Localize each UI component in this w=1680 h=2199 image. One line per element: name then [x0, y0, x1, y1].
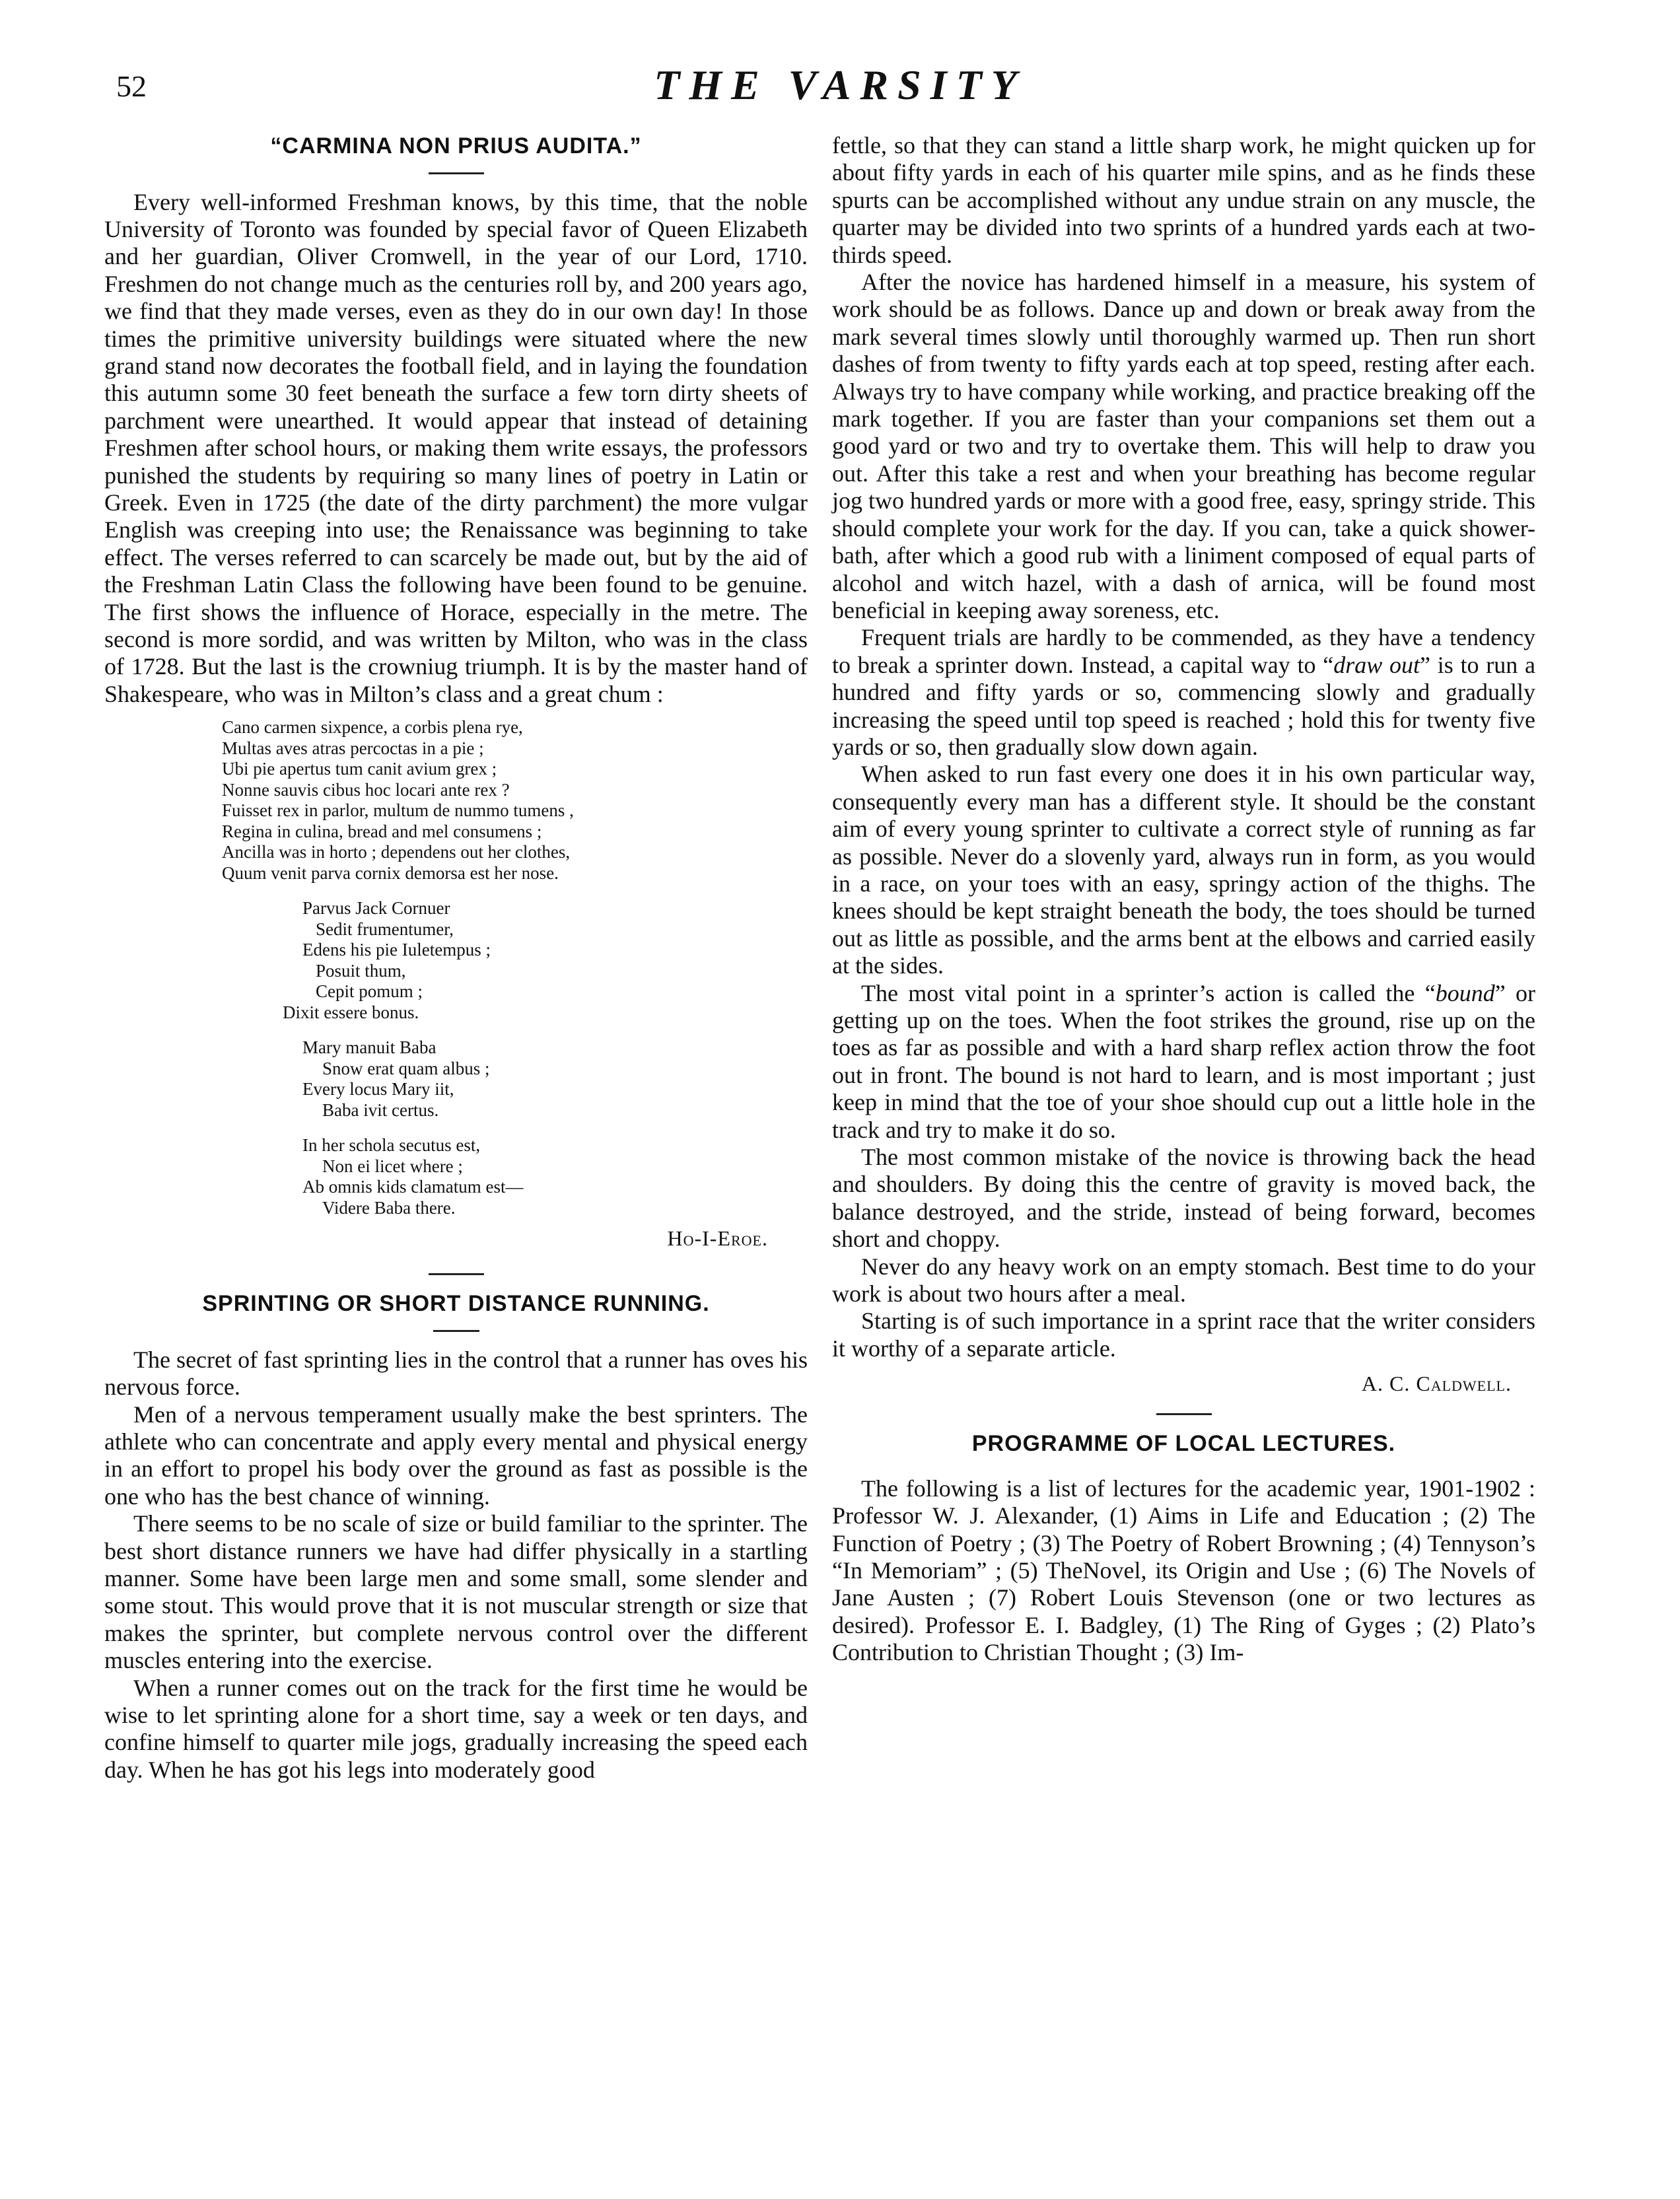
- lectures-body: The following is a list of lectures for the academic year, 1901-1902 : Professor W. J. Alexander, (1) Aims in Life and Education ; (2) The Function of Poetry ; (3) The Poetry of Robert Browning ; (4) Tennyson’s “In Memoriam” ; (5) TheNovel, its Origin and Use ; (6) The Novels of Jane Austen ; (7) Robert Louis Stevenson (one or two lectures as desired). Professor E. I. Badgley, (1) The Ring of Gyges ; (2) Plato’s Contribution to Christian Thought ; (3) Im-: [832, 1475, 1535, 1666]
- poem-line: Ubi pie apertus tum canit avium grex ;: [222, 759, 497, 779]
- poem-line: Snow erat quam albus ;: [322, 1058, 490, 1078]
- poem-line: Sedit frumentumer,: [316, 919, 454, 939]
- right-column: [832, 132, 1535, 1667]
- poem-line: Ancilla was in horto ; dependens out her clothes,: [222, 842, 571, 862]
- sprinting-paragraph: Never do any heavy work on an empty stomach. Best time to do your work is about two hours after a meal.: [832, 1253, 1535, 1308]
- poem-line: Parvus Jack Cornuer: [302, 898, 450, 919]
- poem-line: Baba ivit certus.: [322, 1100, 439, 1120]
- text-run: The most vital point in a sprinter’s action is called the “: [861, 979, 1436, 1006]
- carmina-title: “CARMINA NON PRIUS AUDITA.”: [270, 133, 642, 158]
- poem-line: Videre Baba there.: [322, 1197, 456, 1218]
- emphasis-text: bound: [1435, 979, 1495, 1006]
- section-rule: [429, 1273, 484, 1275]
- sprinting-paragraph: There seems to be no scale of size or build familiar to the sprinter. The best short distance runners we have had differ physically in a startling manner. Some have been large men and some small, some slender and some stout. This would prove that it is not muscular strength or size that makes the sprinter, but complete nervous control over the different muscles entering into the exercise.: [104, 1510, 808, 1674]
- section-rule: [1156, 1413, 1212, 1415]
- poem-line: Ab omnis kids clamatum est—: [302, 1177, 524, 1197]
- sprinting-paragraph: Starting is of such importance in a sprint race that the writer considers it worthy of a separate article.: [832, 1308, 1535, 1362]
- sprinting-paragraph: [832, 980, 1535, 1144]
- sprinting-continuation: fettle, so that they can stand a little sharp work, he might quicken up for about fifty yards in each of his quarter mile spins, and as he finds these spurts can be accomplished without any undue strain on any muscle, the quarter may be divided into two sprints of a hundred yards each at two-thirds speed.: [832, 132, 1535, 268]
- text-run: ” or getting up on the toes. When the foot strikes the ground, rise up on the toes as far as possible and with a hard sharp reflex action throw the foot out in front. The bound is not hard to learn, and is most important ; just keep in mind that the toe of your shoe should cup out a little hole in the track and try to make it do so.: [832, 979, 1536, 1143]
- sprinting-paragraph: Men of a nervous temperament usually make the best sprinters. The athlete who can concentrate and apply every mental and physical energy in an effort to propel his body over the ground as fast as possible is the one who has the best chance of winning.: [104, 1401, 808, 1510]
- masthead: THE VARSITY: [654, 61, 1026, 108]
- poem-line: Dixit essere bonus.: [283, 1002, 419, 1022]
- sprinting-signature: A. C. Caldwell.: [1361, 1372, 1512, 1396]
- poem-line: Mary manuit Baba: [302, 1037, 437, 1058]
- poem-line: Regina in culina, bread and mel consumens ;: [222, 821, 542, 841]
- poem-line: Fuisset rex in parlor, multum de nummo tumens ,: [222, 800, 574, 821]
- text-run: Frequent trials are hardly to be commended, as they have a tendency to break a sprinter down. Instead, a capital way to “: [832, 624, 1535, 678]
- poem-2: [283, 898, 808, 1023]
- left-column: [104, 132, 808, 1784]
- poem-line: Edens his pie Iuletempus ;: [302, 940, 491, 960]
- carmina-signature: Ho-I-Eroe.: [667, 1226, 768, 1251]
- poem-line: Multas aves atras percoctas in a pie ;: [222, 738, 484, 758]
- sprinting-paragraph: The secret of fast sprinting lies in the control that a runner has oves his nervous force.: [104, 1346, 808, 1401]
- sprinting-paragraph: [832, 624, 1535, 761]
- poem-line: Cano carmen sixpence, a corbis plena rye,: [222, 717, 523, 738]
- sprinting-title: SPRINTING OR SHORT DISTANCE RUNNING.: [202, 1291, 710, 1317]
- poem-line: Every locus Mary iit,: [302, 1079, 454, 1100]
- emphasis-text: draw out: [1333, 651, 1420, 678]
- poem-line: Non ei licet where ;: [322, 1156, 463, 1176]
- sprinting-paragraph: After the novice has hardened himself in a measure, his system of work should be as follows. Dance up and down or break away from the mark several times slowly until thoroughly warmed up. Then run short dashes of from twenty to fifty yards each at top speed, resting after each. Always try to have company while working, and practice breaking off the mark together. If you are faster than your companions set them out a good yard or two and try to overtake them. This will help to draw you out. After this take a rest and when your breathing has become regular jog two hundred yards or more with a good free, easy, springy stride. This should complete your work for the day. If you can, take a quick shower-bath, after which a good rub with a liniment composed of equal parts of alcohol and witch hazel, with a dash of arnica, will be found most beneficial in keeping away soreness, etc.: [832, 269, 1535, 623]
- sprinting-paragraph: When asked to run fast every one does it in his own particular way, consequently every man has a different style. It should be the constant aim of every young sprinter to cultivate a correct style of running as far as possible. Never do a slovenly yard, always run in form, as you would in a race, on your toes with an easy, springy action of the thighs. The knees should be kept straight beneath the body, the toes should be turned out as little as possible, and the arms bent at the elbows and carried easily at the sides.: [832, 761, 1535, 979]
- carmina-body: Every well-informed Freshman knows, by this time, that the noble University of Toronto was founded by special favor of Queen Elizabeth and her guardian, Oliver Cromwell, in the year of our Lord, 1710. Freshmen do not change much as the centuries roll by, and 200 years ago, we find that they made verses, even as they do in our own day! In those times the primitive university buildings were situated where the new grand stand now decorates the football field, and in laying the foundation this autumn some 30 feet beneath the surface a few torn dirty sheets of parchment were unearthed. It would appear that instead of detaining Freshmen after school hours, or making them write essays, the professors punished the students by requiring so many lines of poetry in Latin or Greek. Even in 1725 (the date of the dirty parchment) the more vulgar English was creeping into use; the Renaissance was beginning to take effect. The verses referred to can scarcely be made out, but by the aid of the Freshman Latin Class the following have been found to be genuine. The first shows the influence of Horace, especially in the metre. The second is more sordid, and was written by Milton, who was in the class of 1728. But the last is the crowniug triumph. It is by the master hand of Shakespeare, who was in Milton’s class and a great chum :: [104, 188, 808, 707]
- sprinting-paragraph: The most common mistake of the novice is throwing back the head and shoulders. By doing this the centre of gravity is moved back, the balance destroyed, and the stride, instead of being forward, becomes short and choppy.: [832, 1144, 1535, 1253]
- poem-line: Posuit thum,: [316, 960, 406, 981]
- title-rule: [433, 1330, 479, 1332]
- text-run: ” is to run a hundred and fifty yards or so, commencing slowly and gradually increasing the speed until top speed is reached ; hold this for twenty five yards or so, then gradually slow down again.: [832, 651, 1535, 760]
- lectures-title: PROGRAMME OF LOCAL LECTURES.: [971, 1431, 1396, 1457]
- poem-line: Nonne sauvis cibus hoc locari ante rex ?: [222, 779, 510, 800]
- poem-line: Cepit pomum ;: [316, 981, 423, 1002]
- title-rule: [429, 172, 484, 174]
- page-number: 52: [116, 69, 147, 103]
- poem-3a: [302, 1037, 808, 1121]
- poem-1: [222, 717, 808, 884]
- sprinting-paragraph: When a runner comes out on the track for the first time he would be wise to let sprinting alone for a short time, say a week or ten days, and confine himself to quarter mile jogs, gradually increasing the speed each day. When he has got his legs into moderately good: [104, 1674, 808, 1783]
- poem-3b: [302, 1135, 808, 1218]
- poem-line: Quum venit parva cornix demorsa est her nose.: [222, 862, 559, 883]
- poem-line: In her schola secutus est,: [302, 1135, 481, 1156]
